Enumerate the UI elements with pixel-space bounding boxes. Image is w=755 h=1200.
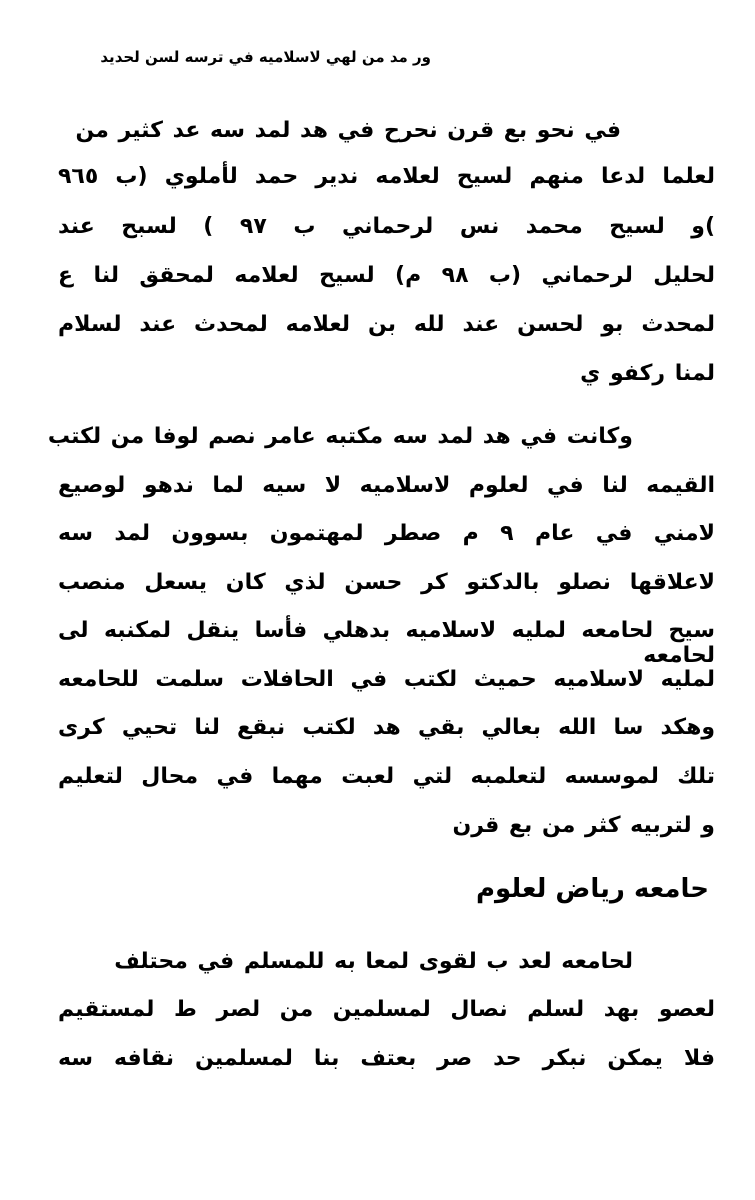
paragraph-2-line-5: سيح لحامعه لمليه لاسلاميه بدهلي فأسا ينقل لمكنبه لى لحامعه [58, 618, 715, 668]
paragraph-1-line-1: في نحو بع قرن نحرح في هد لمد سه عد كثير من [75, 118, 621, 143]
paragraph-2-line-7: وهكد سا الله بعالي بقي هد لكتب نبقع لنا تحيي كرى [58, 715, 715, 740]
paragraph-1-line-3: )و لسيح محمد نس لرحماني ب ٩٧ ) لسبح عند [58, 214, 715, 239]
paragraph-2-line-9: و لتربيه كثر من بع قرن [452, 813, 715, 838]
paragraph-2-line-3: لامني في عام ٩ م صطر لمهتمون بسوون لمد سه [58, 521, 716, 546]
paragraph-1-line-6: لمنا ركفو ي [580, 361, 715, 386]
section-heading: حامعه رياض لعلوم [475, 874, 709, 904]
running-header: ور مد من لهي لاسلاميه في ترسه لسن لحديد [100, 48, 431, 66]
paragraph-1-line-2: لعلما لدعا منهم لسيح لعلامه ندير حمد لأملوي (ب ٩٦٥ [58, 164, 715, 189]
paragraph-2-line-2: القيمه لنا في لعلوم لاسلاميه لا سيه لما ندهو لوصيع [58, 473, 715, 498]
paragraph-3-line-2: لعصو بهد لسلم نصال لمسلمين من لصر ط لمستقيم [58, 997, 715, 1022]
paragraph-2-line-8: تلك لموسسه لتعلمبه لتي لعبت مهما في محال لتعليم [58, 764, 715, 789]
paragraph-3-line-3: فلا يمكن نبكر حد صر بعتف بنا لمسلمين نقافه سه [58, 1046, 715, 1071]
paragraph-2-line-1: وكانت في هد لمد سه مكتبه عامر نصم لوفا من لكتب [47, 424, 633, 449]
paragraph-2-line-6: لمليه لاسلاميه حميث لكتب في الحافلات سلمت للحامعه [58, 667, 715, 692]
paragraph-3-line-1: لحامعه لعد ب لقوى لمعا به للمسلم في محتلف [114, 949, 633, 974]
paragraph-2-line-4: لاعلاقها نصلو بالدكتو كر حسن لذي كان يسعل منصب [58, 570, 715, 595]
paragraph-1-line-5: لمحدث بو لحسن عند لله بن لعلامه لمحدث عند لسلام [58, 312, 715, 337]
paragraph-1-line-4: لحليل لرحماني (ب ٩٨ م) لسيح لعلامه لمحقق لنا ع [58, 263, 715, 288]
